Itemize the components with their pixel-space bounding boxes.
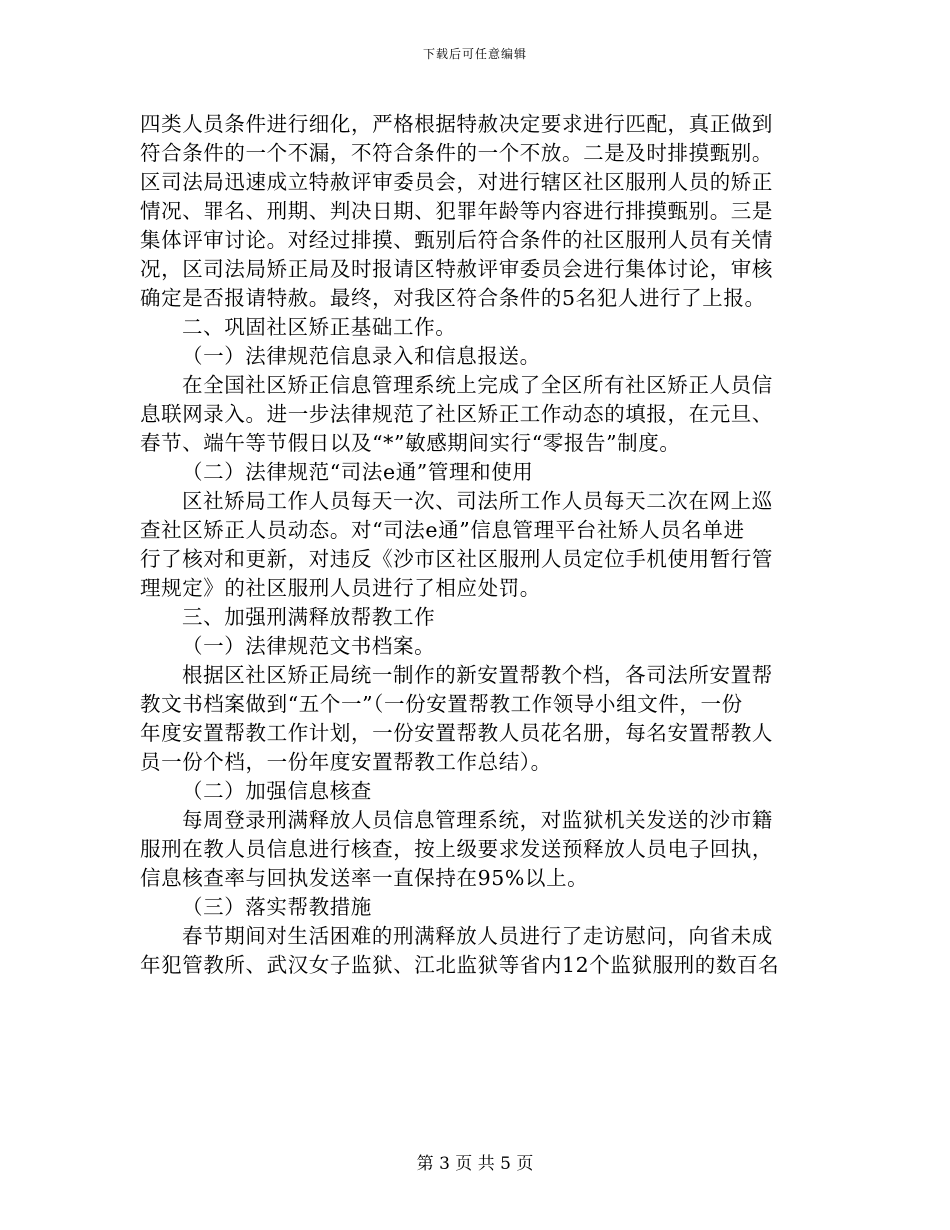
text-line: 区司法局迅速成立特赦评审委员会，对进行辖区社区服刑人员的矫正 [140, 170, 773, 194]
text-line: 员一份个档，一份年度安置帮教工作总结）。 [140, 750, 552, 774]
text-line: 教文书档案做到“五个一”（一份安置帮教工作领导小组文件，一份 [140, 692, 743, 716]
text-line: （一）法律规范信息录入和信息报送。 [182, 344, 541, 368]
text-line: （一）法律规范文书档案。 [182, 634, 436, 658]
text-line: 春节期间对生活困难的刑满释放人员进行了走访慰问，向省未成 [182, 924, 773, 948]
text-line: 息联网录入。进一步法律规范了社区矫正工作动态的填报，在元旦、 [140, 402, 773, 426]
text-line: 区社矫局工作人员每天一次、司法所工作人员每天二次在网上巡 [182, 489, 773, 513]
page-footer: 第 3 页 共 5 页 [416, 1154, 534, 1174]
text-line: 情况、罪名、刑期、判决日期、犯罪年龄等内容进行排摸甄别。三是 [140, 199, 773, 223]
text-line: 况，区司法局矫正局及时报请区特赦评审委员会进行集体讨论，审核 [140, 257, 773, 281]
text-line: 服刑在教人员信息进行核查，按上级要求发送预释放人员电子回执， [140, 837, 773, 861]
text-line: 年度安置帮教工作计划，一份安置帮教人员花名册，每名安置帮教人 [140, 721, 773, 745]
page-header: 下载后可任意编辑 [422, 47, 527, 61]
text-line: （三）落实帮教措施 [182, 895, 372, 919]
text-line: 三、加强刑满释放帮教工作 [182, 605, 436, 629]
text-line: 理规定》的社区服刑人员进行了相应处罚。 [140, 576, 541, 600]
text-line: 每周登录刑满释放人员信息管理系统，对监狱机关发送的沙市籍 [182, 808, 773, 832]
text-line: 集体评审讨论。对经过排摸、甄别后符合条件的社区服刑人员有关情 [140, 228, 773, 252]
text-line: 春节、端午等节假日以及“*”敏感期间实行“零报告”制度。 [140, 431, 681, 455]
text-line: （二）法律规范“司法e通”管理和使用 [182, 460, 534, 484]
text-line: 根据区社区矫正局统一制作的新安置帮教个档，各司法所安置帮 [182, 663, 773, 687]
text-line: 年犯管教所、武汉女子监狱、江北监狱等省内12个监狱服刑的数百名 [140, 953, 780, 977]
text-line: 四类人员条件进行细化，严格根据特赦决定要求进行匹配，真正做到 [140, 112, 773, 136]
text-line: 查社区矫正人员动态。对“司法e通”信息管理平台社矫人员名单进 [140, 518, 745, 542]
document-body [140, 110, 805, 980]
text-line: （二）加强信息核查 [182, 779, 372, 803]
text-line: 确定是否报请特赦。最终，对我区符合条件的5名犯人进行了上报。 [140, 286, 766, 310]
text-line: 二、巩固社区矫正基础工作。 [182, 315, 457, 339]
text-line: 在全国社区矫正信息管理系统上完成了全区所有社区矫正人员信 [182, 373, 773, 397]
text-line: 行了核对和更新，对违反《沙市区社区服刑人员定位手机使用暂行管 [140, 547, 773, 571]
text-line: 符合条件的一个不漏，不符合条件的一个不放。二是及时排摸甄别。 [140, 141, 773, 165]
text-line: 信息核查率与回执发送率一直保持在95%以上。 [140, 866, 589, 890]
